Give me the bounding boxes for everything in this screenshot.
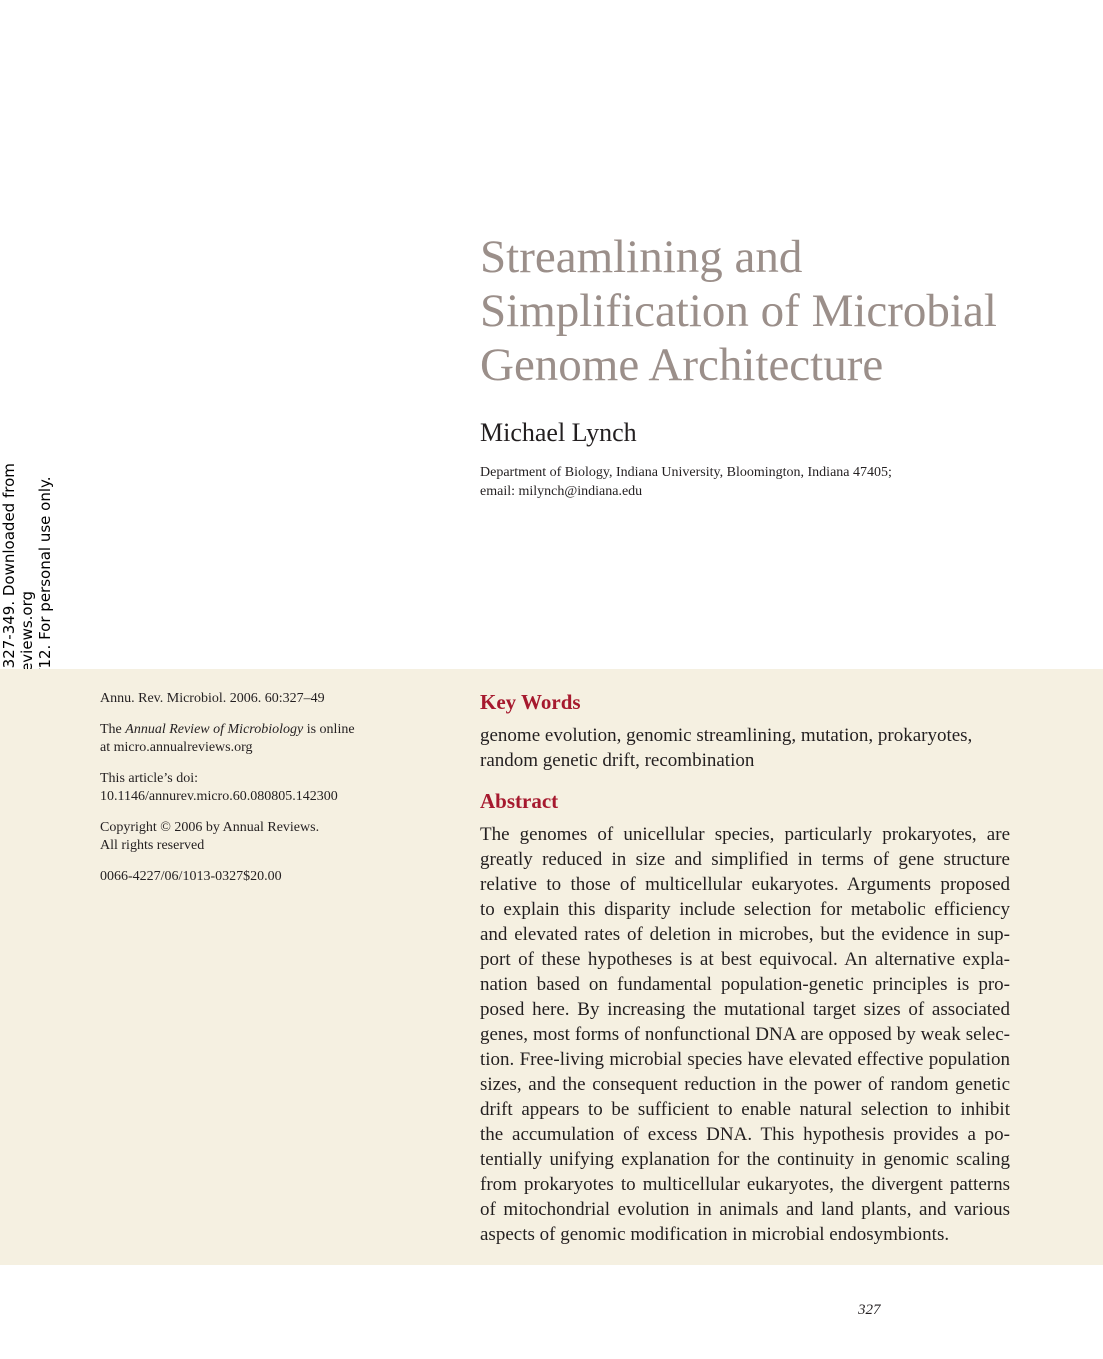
- keywords-list: [480, 723, 1020, 773]
- author-affiliation: [480, 463, 1020, 501]
- rights-notice: All rights reserved: [100, 838, 205, 853]
- abstract-line: from prokaryotes to multicellular eukaryotes, the divergent patterns: [480, 1174, 1010, 1195]
- keywords-line: random genetic drift, recombination: [480, 750, 755, 771]
- abstract-line: genes, most forms of nonfunctional DNA are opposed by weak selec-: [480, 1024, 1010, 1045]
- affiliation-line: Department of Biology, Indiana University, Bloomington, Indiana 47405;: [480, 465, 892, 480]
- abstract-line: and elevated rates of deletion in microbes, but the evidence in sup-: [480, 924, 1010, 945]
- online-suffix: is online: [303, 722, 355, 737]
- abstract-text: [480, 822, 1010, 1247]
- journal-name: Annual Review of Microbiology: [125, 722, 304, 737]
- abstract-line: to explain this disparity include selection for metabolic efficiency: [480, 899, 1010, 920]
- abstract-line: tion. Free-living microbial species have elevated effective population: [480, 1049, 1010, 1070]
- online-notice-line: [100, 721, 400, 739]
- copyright-block: [100, 819, 400, 855]
- abstract-line: sizes, and the consequent reduction in the power of random genetic: [480, 1074, 1010, 1095]
- doi-value: 10.1146/annurev.micro.60.080805.142300: [100, 789, 338, 804]
- online-prefix: The: [100, 722, 126, 737]
- abstract-line: nation based on fundamental population-genetic principles is pro-: [480, 974, 1010, 995]
- citation: Annu. Rev. Microbiol. 2006. 60:327–49: [100, 691, 325, 706]
- keywords-line: genome evolution, genomic streamlining, mutation, prokaryotes,: [480, 725, 973, 746]
- abstract-heading: Abstract: [480, 789, 559, 813]
- abstract-line: the accumulation of excess DNA. This hypothesis provides a po-: [480, 1124, 1010, 1145]
- abstract-line: relative to those of multicellular eukaryotes. Arguments proposed: [480, 874, 1010, 895]
- doi-block: [100, 770, 400, 806]
- abstract-line: tentially unifying explanation for the continuity in genomic scaling: [480, 1149, 1010, 1170]
- abstract-line: port of these hypotheses is at best equivocal. An alternative expla-: [480, 949, 1010, 970]
- abstract-line: aspects of genomic modification in microbial endosymbionts.: [480, 1224, 950, 1245]
- affiliation-line: email: milynch@indiana.edu: [480, 484, 643, 499]
- author-name: Michael Lynch: [480, 418, 637, 447]
- abstract-line: of mitochondrial evolution in animals and land plants, and various: [480, 1199, 1010, 1220]
- article-title-line: Simplification of Microbial: [480, 285, 997, 337]
- page-number: 327: [858, 1302, 881, 1318]
- keywords-heading: Key Words: [480, 690, 581, 714]
- abstract-line: greatly reduced in size and simplified in terms of gene structure: [480, 849, 1010, 870]
- article-metadata: [100, 690, 400, 899]
- article-title-line: Genome Architecture: [480, 339, 884, 391]
- copyright-notice: Copyright © 2006 by Annual Reviews.: [100, 820, 320, 835]
- abstract-line: The genomes of unicellular species, particularly prokaryotes, are: [480, 824, 1010, 845]
- abstract-line: posed here. By increasing the mutational target sizes of associated: [480, 999, 1010, 1020]
- online-url: at micro.annualreviews.org: [100, 740, 253, 755]
- doi-label: This article’s doi:: [100, 771, 198, 786]
- online-notice: [100, 721, 400, 757]
- abstract-line: drift appears to be sufficient to enable natural selection to inhibit: [480, 1099, 1010, 1120]
- article-title: [480, 230, 1080, 392]
- article-code: 0066-4227/06/1013-0327$20.00: [100, 869, 282, 884]
- article-title-line: Streamlining and: [480, 231, 803, 283]
